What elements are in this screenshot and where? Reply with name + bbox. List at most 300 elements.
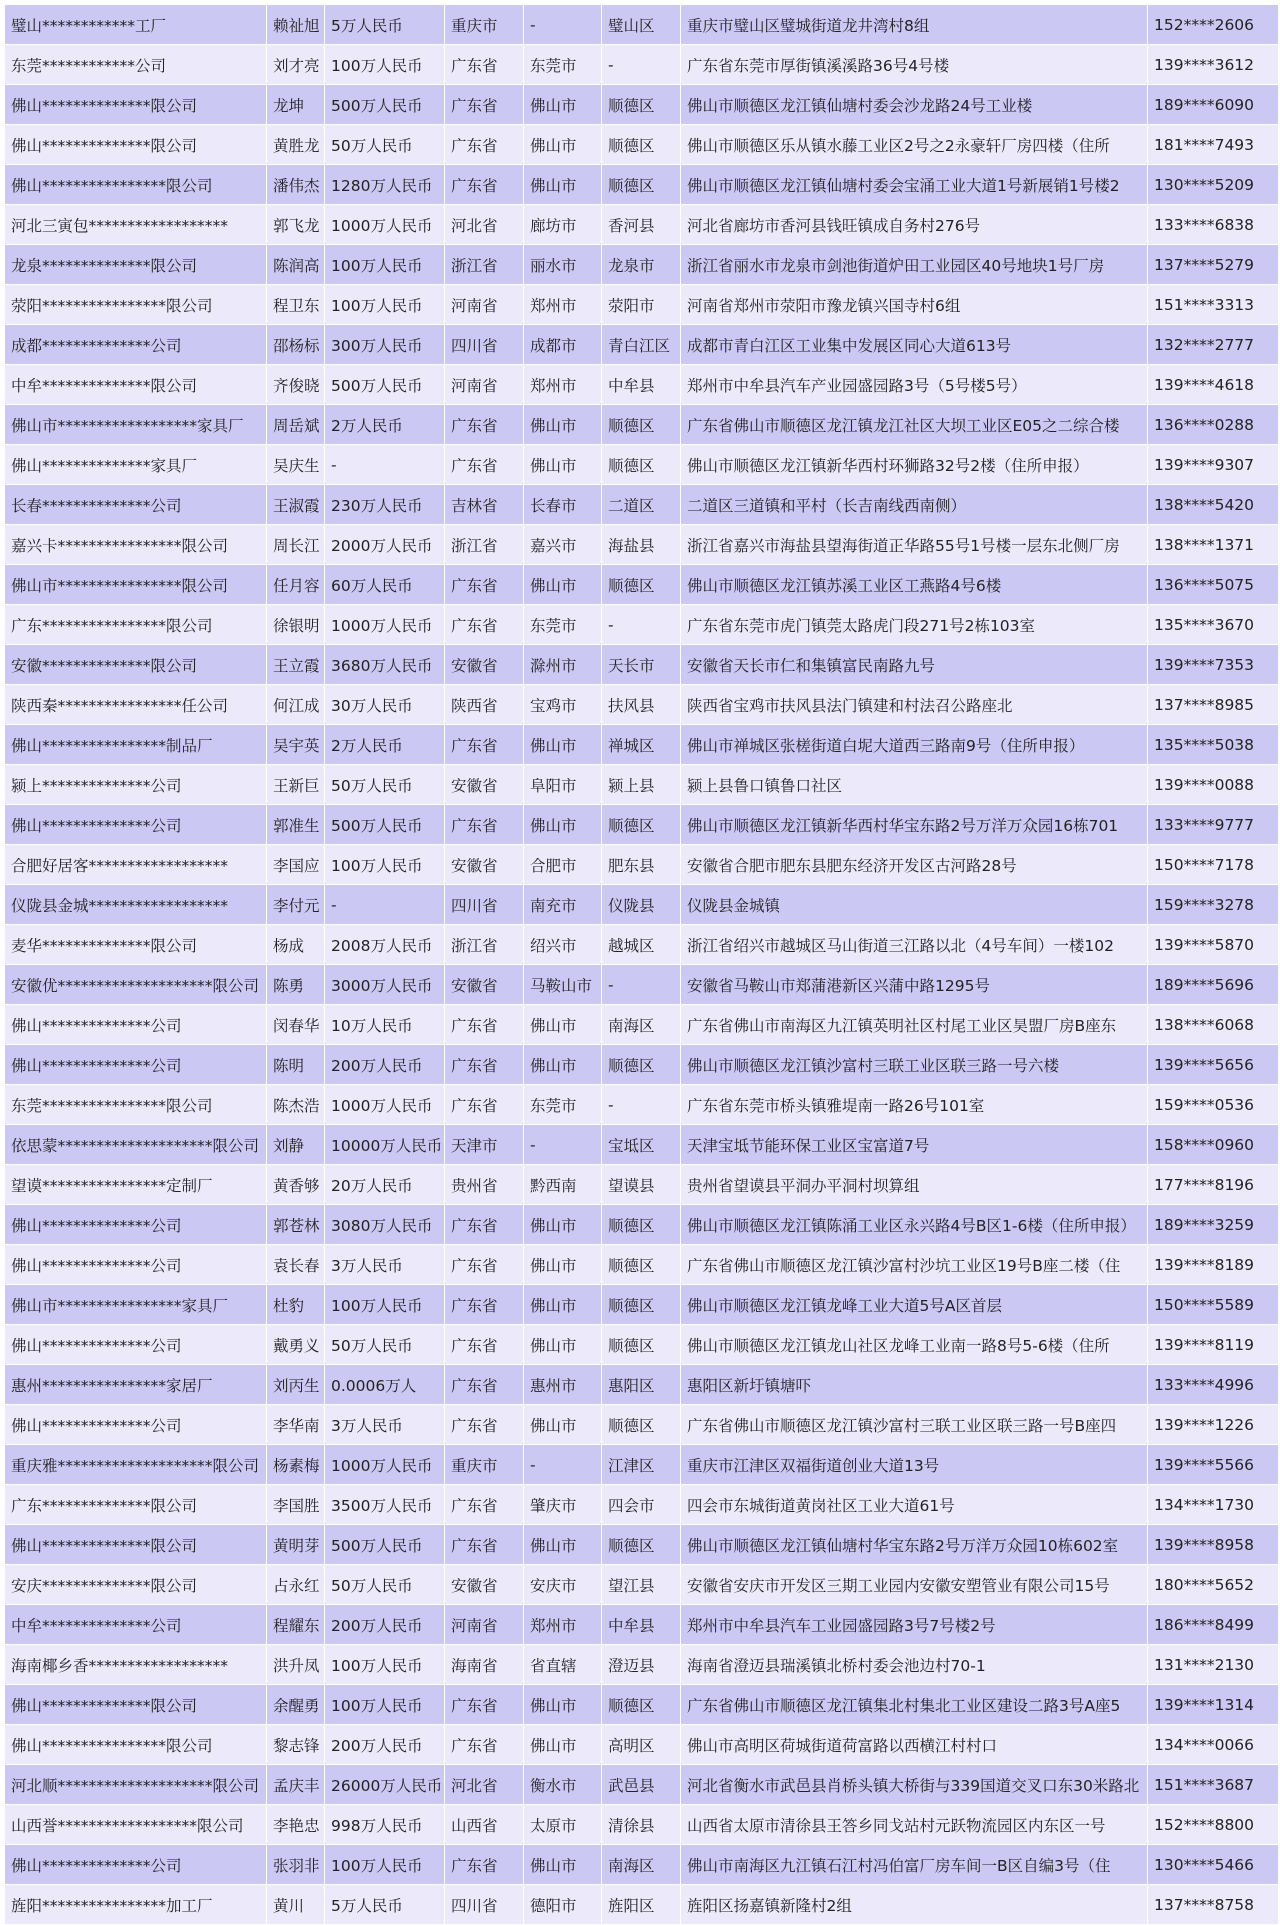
- registered-capital-cell: 100万人民币: [325, 245, 445, 285]
- phone-cell: 134****0066: [1148, 1725, 1279, 1765]
- address-cell: 旌阳区扬嘉镇新隆村2组: [681, 1885, 1148, 1925]
- province-cell: 广东省: [445, 1045, 524, 1085]
- company-name-cell: 安徽优********************限公司: [5, 965, 267, 1005]
- contact-name-cell: 潘伟杰: [267, 165, 325, 205]
- registered-capital-cell: 300万人民币: [325, 325, 445, 365]
- province-cell: 广东省: [445, 45, 524, 85]
- city-cell: 长春市: [524, 485, 602, 525]
- company-name-cell: 佛山市****************家具厂: [5, 1285, 267, 1325]
- city-cell: 佛山市: [524, 1525, 602, 1565]
- province-cell: 河南省: [445, 365, 524, 405]
- phone-cell: 138****1371: [1148, 525, 1279, 565]
- company-name-cell: 佛山**************公司: [5, 1005, 267, 1045]
- district-cell: 顺德区: [602, 1325, 681, 1365]
- company-name-cell: 旌阳****************加工厂: [5, 1885, 267, 1925]
- province-cell: 广东省: [445, 1725, 524, 1765]
- district-cell: 中牟县: [602, 1605, 681, 1645]
- city-cell: 佛山市: [524, 1325, 602, 1365]
- phone-cell: 133****9777: [1148, 805, 1279, 845]
- registered-capital-cell: 500万人民币: [325, 1525, 445, 1565]
- table-body: [5, 5, 1279, 1925]
- table-row: [5, 1405, 1279, 1445]
- phone-cell: 150****5589: [1148, 1285, 1279, 1325]
- address-cell: 安徽省合肥市肥东县肥东经济开发区古河路28号: [681, 845, 1148, 885]
- province-cell: 浙江省: [445, 245, 524, 285]
- city-cell: 郑州市: [524, 1605, 602, 1645]
- registered-capital-cell: 998万人民币: [325, 1805, 445, 1845]
- province-cell: 河北省: [445, 205, 524, 245]
- city-cell: 佛山市: [524, 165, 602, 205]
- district-cell: 顺德区: [602, 565, 681, 605]
- contact-name-cell: 孟庆丰: [267, 1765, 325, 1805]
- table-row: [5, 205, 1279, 245]
- district-cell: 南海区: [602, 1845, 681, 1885]
- district-cell: -: [602, 965, 681, 1005]
- registered-capital-cell: 1000万人民币: [325, 1445, 445, 1485]
- contact-name-cell: 黄明芽: [267, 1525, 325, 1565]
- table-row: [5, 765, 1279, 805]
- registered-capital-cell: 26000万人民币: [325, 1765, 445, 1805]
- city-cell: 佛山市: [524, 1845, 602, 1885]
- contact-name-cell: 郭准生: [267, 805, 325, 845]
- contact-name-cell: 程耀东: [267, 1605, 325, 1645]
- province-cell: 广东省: [445, 605, 524, 645]
- address-cell: 广东省东莞市厚街镇溪溪路36号4号楼: [681, 45, 1148, 85]
- company-name-cell: 安庆**************限公司: [5, 1565, 267, 1605]
- province-cell: 广东省: [445, 1405, 524, 1445]
- province-cell: 广东省: [445, 1365, 524, 1405]
- registered-capital-cell: 50万人民币: [325, 1565, 445, 1605]
- table-row: [5, 1005, 1279, 1045]
- province-cell: 广东省: [445, 405, 524, 445]
- contact-name-cell: 郭飞龙: [267, 205, 325, 245]
- table-row: [5, 685, 1279, 725]
- contact-name-cell: 戴勇义: [267, 1325, 325, 1365]
- district-cell: 仪陇县: [602, 885, 681, 925]
- city-cell: 丽水市: [524, 245, 602, 285]
- address-cell: 浙江省绍兴市越城区马山街道三江路以北（4号车间）一楼102: [681, 925, 1148, 965]
- district-cell: 顺德区: [602, 1285, 681, 1325]
- province-cell: 河北省: [445, 1765, 524, 1805]
- table-row: [5, 605, 1279, 645]
- company-name-cell: 嘉兴卡****************限公司: [5, 525, 267, 565]
- district-cell: 顺德区: [602, 1685, 681, 1725]
- city-cell: 佛山市: [524, 1245, 602, 1285]
- address-cell: 广东省佛山市顺德区龙江镇龙江社区大坝工业区E05之二综合楼: [681, 405, 1148, 445]
- city-cell: 太原市: [524, 1805, 602, 1845]
- phone-cell: 139****5870: [1148, 925, 1279, 965]
- province-cell: 四川省: [445, 885, 524, 925]
- table-row: [5, 525, 1279, 565]
- district-cell: 璧山区: [602, 5, 681, 45]
- address-cell: 佛山市顺德区龙江镇龙峰工业大道5号A区首层: [681, 1285, 1148, 1325]
- city-cell: 省直辖: [524, 1645, 602, 1685]
- registered-capital-cell: 3万人民币: [325, 1245, 445, 1285]
- contact-name-cell: 任月容: [267, 565, 325, 605]
- company-name-cell: 广东**************限公司: [5, 1485, 267, 1525]
- province-cell: 广东省: [445, 1085, 524, 1125]
- phone-cell: 151****3687: [1148, 1765, 1279, 1805]
- company-name-cell: 安徽**************限公司: [5, 645, 267, 685]
- company-name-cell: 荥阳****************限公司: [5, 285, 267, 325]
- contact-name-cell: 刘才亮: [267, 45, 325, 85]
- district-cell: 顺德区: [602, 85, 681, 125]
- city-cell: 佛山市: [524, 805, 602, 845]
- phone-cell: 135****5038: [1148, 725, 1279, 765]
- company-name-cell: 佛山**************限公司: [5, 1685, 267, 1725]
- city-cell: 佛山市: [524, 125, 602, 165]
- company-name-cell: 佛山**************公司: [5, 1325, 267, 1365]
- province-cell: 安徽省: [445, 965, 524, 1005]
- city-cell: 绍兴市: [524, 925, 602, 965]
- registered-capital-cell: 1000万人民币: [325, 1085, 445, 1125]
- registered-capital-cell: -: [325, 885, 445, 925]
- city-cell: 滁州市: [524, 645, 602, 685]
- contact-name-cell: 周长江: [267, 525, 325, 565]
- contact-name-cell: 杜豹: [267, 1285, 325, 1325]
- contact-name-cell: 李艳忠: [267, 1805, 325, 1845]
- province-cell: 重庆市: [445, 1445, 524, 1485]
- province-cell: 重庆市: [445, 5, 524, 45]
- city-cell: 佛山市: [524, 725, 602, 765]
- company-name-cell: 重庆雅********************限公司: [5, 1445, 267, 1485]
- city-cell: 马鞍山市: [524, 965, 602, 1005]
- registered-capital-cell: 200万人民币: [325, 1605, 445, 1645]
- province-cell: 广东省: [445, 1285, 524, 1325]
- contact-name-cell: 陈勇: [267, 965, 325, 1005]
- contact-name-cell: 龙坤: [267, 85, 325, 125]
- table-row: [5, 845, 1279, 885]
- registered-capital-cell: 1280万人民币: [325, 165, 445, 205]
- phone-cell: 139****7353: [1148, 645, 1279, 685]
- table-row: [5, 885, 1279, 925]
- registered-capital-cell: 230万人民币: [325, 485, 445, 525]
- province-cell: 天津市: [445, 1125, 524, 1165]
- province-cell: 贵州省: [445, 1165, 524, 1205]
- phone-cell: 138****6068: [1148, 1005, 1279, 1045]
- address-cell: 惠阳区新圩镇塘吓: [681, 1365, 1148, 1405]
- phone-cell: 139****0088: [1148, 765, 1279, 805]
- company-name-cell: 璧山************工厂: [5, 5, 267, 45]
- company-name-cell: 佛山**************公司: [5, 1245, 267, 1285]
- registered-capital-cell: 50万人民币: [325, 765, 445, 805]
- company-name-cell: 佛山**************公司: [5, 1845, 267, 1885]
- phone-cell: 189****3259: [1148, 1205, 1279, 1245]
- table-row: [5, 1285, 1279, 1325]
- contact-name-cell: 李国应: [267, 845, 325, 885]
- district-cell: 扶风县: [602, 685, 681, 725]
- contact-name-cell: 王新巨: [267, 765, 325, 805]
- table-row: [5, 45, 1279, 85]
- table-row: [5, 1245, 1279, 1285]
- table-row: [5, 1325, 1279, 1365]
- table-row: [5, 1365, 1279, 1405]
- registered-capital-cell: 500万人民币: [325, 365, 445, 405]
- city-cell: 佛山市: [524, 1405, 602, 1445]
- province-cell: 河南省: [445, 1605, 524, 1645]
- company-name-cell: 惠州****************家居厂: [5, 1365, 267, 1405]
- company-name-cell: 东莞************公司: [5, 45, 267, 85]
- phone-cell: 130****5209: [1148, 165, 1279, 205]
- registered-capital-cell: 2000万人民币: [325, 525, 445, 565]
- province-cell: 广东省: [445, 565, 524, 605]
- province-cell: 山西省: [445, 1805, 524, 1845]
- address-cell: 广东省佛山市南海区九江镇英明社区村尾工业区昊盟厂房B座东: [681, 1005, 1148, 1045]
- district-cell: 江津区: [602, 1445, 681, 1485]
- phone-cell: 181****7493: [1148, 125, 1279, 165]
- phone-cell: 158****0960: [1148, 1125, 1279, 1165]
- contact-name-cell: 刘丙生: [267, 1365, 325, 1405]
- company-name-cell: 佛山**************限公司: [5, 1525, 267, 1565]
- table-row: [5, 1205, 1279, 1245]
- contact-name-cell: 王立霞: [267, 645, 325, 685]
- contact-name-cell: 余醒勇: [267, 1685, 325, 1725]
- contact-name-cell: 洪升凤: [267, 1645, 325, 1685]
- table-row: [5, 85, 1279, 125]
- province-cell: 浙江省: [445, 525, 524, 565]
- district-cell: 澄迈县: [602, 1645, 681, 1685]
- address-cell: 佛山市禅城区张槎街道白坭大道西三路南9号（住所申报）: [681, 725, 1148, 765]
- company-name-cell: 仪陇县金城******************: [5, 885, 267, 925]
- registered-capital-cell: 2008万人民币: [325, 925, 445, 965]
- company-name-cell: 望谟****************定制厂: [5, 1165, 267, 1205]
- district-cell: 顺德区: [602, 1205, 681, 1245]
- contact-name-cell: 黄川: [267, 1885, 325, 1925]
- table-row: [5, 125, 1279, 165]
- district-cell: 宝坻区: [602, 1125, 681, 1165]
- address-cell: 广东省东莞市桥头镇雅堤南一路26号101室: [681, 1085, 1148, 1125]
- phone-cell: 152****2606: [1148, 5, 1279, 45]
- phone-cell: 186****8499: [1148, 1605, 1279, 1645]
- province-cell: 安徽省: [445, 845, 524, 885]
- table-row: [5, 1125, 1279, 1165]
- city-cell: 佛山市: [524, 1725, 602, 1765]
- registered-capital-cell: 200万人民币: [325, 1725, 445, 1765]
- company-name-cell: 海南椰乡香******************: [5, 1645, 267, 1685]
- registered-capital-cell: 3000万人民币: [325, 965, 445, 1005]
- district-cell: 顺德区: [602, 1405, 681, 1445]
- table-row: [5, 1605, 1279, 1645]
- district-cell: 顺德区: [602, 1245, 681, 1285]
- province-cell: 吉林省: [445, 485, 524, 525]
- company-name-cell: 长春**************公司: [5, 485, 267, 525]
- company-name-cell: 东莞****************限公司: [5, 1085, 267, 1125]
- city-cell: 东莞市: [524, 45, 602, 85]
- company-name-cell: 佛山市******************家具厂: [5, 405, 267, 445]
- address-cell: 佛山市顺德区乐从镇水藤工业区2号之2永豪轩厂房四楼（住所: [681, 125, 1148, 165]
- city-cell: 佛山市: [524, 85, 602, 125]
- contact-name-cell: 李国胜: [267, 1485, 325, 1525]
- city-cell: 东莞市: [524, 605, 602, 645]
- city-cell: 肇庆市: [524, 1485, 602, 1525]
- city-cell: 德阳市: [524, 1885, 602, 1925]
- table-row: [5, 805, 1279, 845]
- table-row: [5, 165, 1279, 205]
- province-cell: 广东省: [445, 1845, 524, 1885]
- city-cell: 佛山市: [524, 1045, 602, 1085]
- contact-name-cell: 占永红: [267, 1565, 325, 1605]
- phone-cell: 134****1730: [1148, 1485, 1279, 1525]
- company-name-cell: 颍上**************公司: [5, 765, 267, 805]
- address-cell: 佛山市顺德区龙江镇苏溪工业区工燕路4号6楼: [681, 565, 1148, 605]
- city-cell: 佛山市: [524, 1205, 602, 1245]
- district-cell: 青白江区: [602, 325, 681, 365]
- province-cell: 广东省: [445, 1245, 524, 1285]
- city-cell: 佛山市: [524, 405, 602, 445]
- address-cell: 佛山市顺德区龙江镇陈涌工业区永兴路4号B区1-6楼（住所申报）: [681, 1205, 1148, 1245]
- province-cell: 广东省: [445, 165, 524, 205]
- district-cell: 越城区: [602, 925, 681, 965]
- table-row: [5, 1845, 1279, 1885]
- contact-name-cell: 陈润高: [267, 245, 325, 285]
- phone-cell: 177****8196: [1148, 1165, 1279, 1205]
- company-name-cell: 麦华**************限公司: [5, 925, 267, 965]
- contact-name-cell: 齐俊晓: [267, 365, 325, 405]
- registered-capital-cell: 1000万人民币: [325, 605, 445, 645]
- table-row: [5, 725, 1279, 765]
- contact-name-cell: 吴宇英: [267, 725, 325, 765]
- phone-cell: 139****8119: [1148, 1325, 1279, 1365]
- company-name-cell: 佛山****************制品厂: [5, 725, 267, 765]
- address-cell: 佛山市顺德区龙江镇仙塘村委会沙龙路24号工业楼: [681, 85, 1148, 125]
- district-cell: 武邑县: [602, 1765, 681, 1805]
- phone-cell: 135****3670: [1148, 605, 1279, 645]
- table-row: [5, 325, 1279, 365]
- district-cell: 顺德区: [602, 165, 681, 205]
- phone-cell: 130****5466: [1148, 1845, 1279, 1885]
- registered-capital-cell: 100万人民币: [325, 1645, 445, 1685]
- phone-cell: 133****6838: [1148, 205, 1279, 245]
- contact-name-cell: 陈杰浩: [267, 1085, 325, 1125]
- table-row: [5, 1685, 1279, 1725]
- phone-cell: 131****2130: [1148, 1645, 1279, 1685]
- district-cell: 龙泉市: [602, 245, 681, 285]
- city-cell: -: [524, 1445, 602, 1485]
- contact-name-cell: 周岳斌: [267, 405, 325, 445]
- contact-name-cell: 黄香够: [267, 1165, 325, 1205]
- city-cell: -: [524, 1125, 602, 1165]
- registered-capital-cell: 60万人民币: [325, 565, 445, 605]
- phone-cell: 139****5566: [1148, 1445, 1279, 1485]
- registered-capital-cell: 5万人民币: [325, 1885, 445, 1925]
- district-cell: 肥东县: [602, 845, 681, 885]
- district-cell: -: [602, 1085, 681, 1125]
- address-cell: 安徽省天长市仁和集镇富民南路九号: [681, 645, 1148, 685]
- registered-capital-cell: 0.0006万人: [325, 1365, 445, 1405]
- province-cell: 广东省: [445, 1525, 524, 1565]
- address-cell: 广东省佛山市顺德区龙江镇沙富村沙坑工业区19号B座二楼（住: [681, 1245, 1148, 1285]
- district-cell: 望江县: [602, 1565, 681, 1605]
- city-cell: 郑州市: [524, 285, 602, 325]
- city-cell: 阜阳市: [524, 765, 602, 805]
- table-row: [5, 1165, 1279, 1205]
- address-cell: 佛山市顺德区龙江镇沙富村三联工业区联三路一号六楼: [681, 1045, 1148, 1085]
- company-name-cell: 佛山**************限公司: [5, 125, 267, 165]
- phone-cell: 136****0288: [1148, 405, 1279, 445]
- table-row: [5, 1445, 1279, 1485]
- city-cell: -: [524, 5, 602, 45]
- city-cell: 郑州市: [524, 365, 602, 405]
- province-cell: 广东省: [445, 1205, 524, 1245]
- address-cell: 佛山市顺德区龙江镇龙山社区龙峰工业南一路8号5-6楼（住所: [681, 1325, 1148, 1365]
- company-name-cell: 合肥好居客******************: [5, 845, 267, 885]
- address-cell: 广东省佛山市顺德区龙江镇集北村集北工业区建设二路3号A座5: [681, 1685, 1148, 1725]
- contact-name-cell: 陈明: [267, 1045, 325, 1085]
- address-cell: 郑州市中牟县汽车工业园盛园路3号7号楼2号: [681, 1605, 1148, 1645]
- city-cell: 黔西南: [524, 1165, 602, 1205]
- phone-cell: 189****5696: [1148, 965, 1279, 1005]
- address-cell: 天津宝坻节能环保工业区宝富道7号: [681, 1125, 1148, 1165]
- address-cell: 河北省廊坊市香河县钱旺镇成自务村276号: [681, 205, 1148, 245]
- province-cell: 广东省: [445, 85, 524, 125]
- table-row: [5, 1805, 1279, 1845]
- address-cell: 陕西省宝鸡市扶风县法门镇建和村法召公路座北: [681, 685, 1148, 725]
- contact-name-cell: 何江成: [267, 685, 325, 725]
- company-name-cell: 河北三寅包******************: [5, 205, 267, 245]
- contact-name-cell: 邵杨标: [267, 325, 325, 365]
- phone-cell: 159****3278: [1148, 885, 1279, 925]
- city-cell: 衡水市: [524, 1765, 602, 1805]
- contact-name-cell: 张羽非: [267, 1845, 325, 1885]
- table-row: [5, 405, 1279, 445]
- table-row: [5, 1765, 1279, 1805]
- province-cell: 广东省: [445, 125, 524, 165]
- table-row: [5, 965, 1279, 1005]
- district-cell: 颍上县: [602, 765, 681, 805]
- table-row: [5, 645, 1279, 685]
- contact-name-cell: 黎志锋: [267, 1725, 325, 1765]
- city-cell: 合肥市: [524, 845, 602, 885]
- registered-capital-cell: 100万人民币: [325, 1685, 445, 1725]
- table-row: [5, 1525, 1279, 1565]
- address-cell: 海南省澄迈县瑞溪镇北桥村委会池边村70-1: [681, 1645, 1148, 1685]
- phone-cell: 139****9307: [1148, 445, 1279, 485]
- table-row: [5, 1565, 1279, 1605]
- district-cell: 望谟县: [602, 1165, 681, 1205]
- city-cell: 佛山市: [524, 445, 602, 485]
- province-cell: 安徽省: [445, 645, 524, 685]
- address-cell: 广东省东莞市虎门镇莞太路虎门段271号2栋103室: [681, 605, 1148, 645]
- table-row: [5, 1085, 1279, 1125]
- city-cell: 佛山市: [524, 565, 602, 605]
- address-cell: 广东省佛山市顺德区龙江镇沙富村三联工业区联三路一号B座四: [681, 1405, 1148, 1445]
- company-name-cell: 佛山市****************限公司: [5, 565, 267, 605]
- contact-name-cell: 李华南: [267, 1405, 325, 1445]
- phone-cell: 159****0536: [1148, 1085, 1279, 1125]
- address-cell: 河北省衡水市武邑县肖桥头镇大桥街与339国道交叉口东30米路北: [681, 1765, 1148, 1805]
- registered-capital-cell: 100万人民币: [325, 1285, 445, 1325]
- phone-cell: 151****3313: [1148, 285, 1279, 325]
- contact-name-cell: 李付元: [267, 885, 325, 925]
- registered-capital-cell: 50万人民币: [325, 125, 445, 165]
- district-cell: 四会市: [602, 1485, 681, 1525]
- province-cell: 安徽省: [445, 765, 524, 805]
- phone-cell: 189****6090: [1148, 85, 1279, 125]
- registered-capital-cell: 2万人民币: [325, 405, 445, 445]
- phone-cell: 137****5279: [1148, 245, 1279, 285]
- contact-name-cell: 黄胜龙: [267, 125, 325, 165]
- address-cell: 贵州省望谟县平洞办平洞村坝算组: [681, 1165, 1148, 1205]
- phone-cell: 139****4618: [1148, 365, 1279, 405]
- district-cell: 禅城区: [602, 725, 681, 765]
- registered-capital-cell: 30万人民币: [325, 685, 445, 725]
- contact-name-cell: 杨成: [267, 925, 325, 965]
- district-cell: 旌阳区: [602, 1885, 681, 1925]
- registered-capital-cell: 100万人民币: [325, 45, 445, 85]
- registered-capital-cell: 2万人民币: [325, 725, 445, 765]
- address-cell: 二道区三道镇和平村（长吉南线西南侧）: [681, 485, 1148, 525]
- registered-capital-cell: 3680万人民币: [325, 645, 445, 685]
